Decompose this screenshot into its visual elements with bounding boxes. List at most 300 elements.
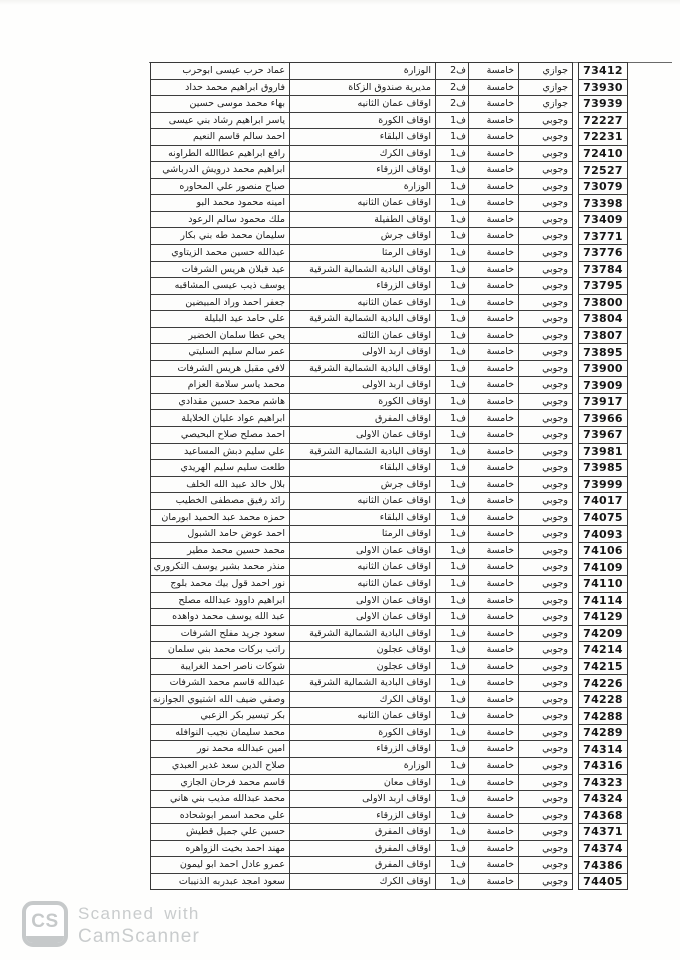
cell-office: اوقاف عمان الثانيه: [289, 708, 435, 724]
cell-office: اوقاف عمان الثانيه: [289, 295, 435, 311]
cell-category: ف1: [435, 245, 468, 261]
cell-employee-name: امين عبدالله محمد نور: [196, 743, 285, 755]
table-row: [151, 63, 572, 79]
cell-employee-number: 74324: [579, 790, 627, 807]
cell-office: اوقاف عمان الاولى: [289, 609, 435, 625]
cell-office: اوقاف معان: [289, 775, 435, 791]
cell-employee-name: وصفي ضيف الله اشتيوي الجوازنه: [152, 693, 285, 705]
table-row: [151, 145, 572, 162]
cell-category: ف1: [435, 460, 468, 476]
cell-grade: خامسة: [468, 195, 518, 211]
cell-category: ف1: [435, 659, 468, 675]
cell-employee-name: قاسم محمد فرحان الجازي: [180, 776, 285, 788]
cell-grade: خامسة: [468, 245, 518, 261]
cell-employee-name: عيد قبلان هريس الشرفات: [181, 263, 285, 275]
cell-employee-name: هاشم محمد حسين مقدادي: [178, 395, 285, 407]
cell-employee-name: محمد حسين محمد مطير: [187, 544, 285, 556]
cell-category: ف1: [435, 295, 468, 311]
cell-office: اوقاف البلقاء: [289, 460, 435, 476]
cell-category: ف1: [435, 692, 468, 708]
cell-grade: خامسة: [468, 328, 518, 344]
cell-grade: خامسة: [468, 311, 518, 327]
cell-appointment-type: وجوبي: [518, 262, 572, 278]
cell-employee-name: حسين علي جميل قطيش: [186, 826, 285, 838]
cell-employee-number: 73966: [579, 409, 627, 426]
cell-office: مديرية صندوق الزكاة: [289, 80, 435, 96]
cell-category: ف1: [435, 129, 468, 145]
cell-employee-name: جعفر احمد وراد المبيضين: [185, 296, 285, 308]
cell-category: ف1: [435, 593, 468, 609]
cell-employee-number: 74405: [579, 873, 627, 890]
table-row: [151, 277, 572, 294]
cell-office: اوقاف عمان الاولى: [289, 593, 435, 609]
cell-office: اوقاف عمان الاولى: [289, 427, 435, 443]
table-row: [151, 211, 572, 228]
cell-category: ف1: [435, 708, 468, 724]
cell-category: ف1: [435, 344, 468, 360]
cell-grade: خامسة: [468, 758, 518, 774]
cell-employee-number: 74323: [579, 774, 627, 791]
cell-employee-name: ياسر ابراهيم رشاد بني عيسى: [168, 114, 285, 126]
table-row: [151, 625, 572, 642]
cell-category: ف1: [435, 758, 468, 774]
table-row: [151, 658, 572, 675]
cell-grade: خامسة: [468, 725, 518, 741]
table-row: [151, 376, 572, 393]
cell-appointment-type: وجوبي: [518, 195, 572, 211]
cell-appointment-type: وجوبي: [518, 493, 572, 509]
cell-appointment-type: وجوبي: [518, 857, 572, 873]
cell-employee-number: 74110: [579, 575, 627, 592]
cell-grade: خامسة: [468, 692, 518, 708]
cell-office: اوقاف المفرق: [289, 824, 435, 840]
table-row: [151, 476, 572, 493]
cell-appointment-type: وجوبي: [518, 808, 572, 824]
employee-number-column: [578, 62, 628, 890]
table-row: [151, 294, 572, 311]
table-row: [151, 856, 572, 873]
cell-appointment-type: وجوبي: [518, 460, 572, 476]
cell-grade: خامسة: [468, 212, 518, 228]
cell-employee-number: 73900: [579, 360, 627, 377]
cell-employee-number: 73930: [579, 79, 627, 96]
cell-grade: خامسة: [468, 361, 518, 377]
cell-employee-name: سعود امجد عبدربه الذنيبات: [178, 875, 285, 887]
table-row: [151, 360, 572, 377]
cell-employee-number: 73917: [579, 393, 627, 410]
cell-grade: خامسة: [468, 874, 518, 890]
cell-office: اوقاف البادية الشمالية الشرقية: [289, 311, 435, 327]
cell-employee-name: عماد حرب عيسى ابوحرب: [182, 65, 285, 77]
cell-employee-name: عبدالله حسين محمد الزيتاوي: [171, 247, 285, 259]
cell-appointment-type: وجوبي: [518, 675, 572, 691]
cell-category: ف1: [435, 543, 468, 559]
cell-appointment-type: جوازي: [518, 80, 572, 96]
cell-category: ف2: [435, 63, 468, 79]
cell-office: اوقاف الكرك: [289, 692, 435, 708]
cell-employee-name: محمد ياسر سلامة العزام: [187, 379, 285, 391]
cell-office: الوزارة: [289, 63, 435, 79]
cell-office: اوقاف الكرك: [289, 874, 435, 890]
cell-grade: خامسة: [468, 775, 518, 791]
cell-employee-number: 74215: [579, 658, 627, 675]
cell-office: اوقاف اربد الاولى: [289, 377, 435, 393]
table-row: [151, 840, 572, 857]
table-row: [151, 393, 572, 410]
cell-office: اوقاف البادية الشمالية الشرقية: [289, 361, 435, 377]
cell-employee-number: 74289: [579, 724, 627, 741]
cell-employee-number: 73999: [579, 476, 627, 493]
cell-grade: خامسة: [468, 394, 518, 410]
cell-appointment-type: وجوبي: [518, 113, 572, 129]
cell-employee-name: نور احمد قول بيك محمد بلوج: [170, 577, 285, 589]
cell-employee-number: 74214: [579, 641, 627, 658]
cell-office: اوقاف المفرق: [289, 841, 435, 857]
cell-grade: خامسة: [468, 741, 518, 757]
cell-grade: خامسة: [468, 493, 518, 509]
cell-category: ف1: [435, 278, 468, 294]
cell-grade: خامسة: [468, 63, 518, 79]
cell-appointment-type: وجوبي: [518, 526, 572, 542]
cell-office: اوقاف الرمثا: [289, 245, 435, 261]
cell-grade: خامسة: [468, 113, 518, 129]
cell-appointment-type: وجوبي: [518, 593, 572, 609]
cell-grade: خامسة: [468, 708, 518, 724]
camscanner-text: CamScanner: [78, 926, 200, 947]
table-row: [151, 592, 572, 609]
cell-office: اوقاف الزرقاء: [289, 162, 435, 178]
cell-office: اوقاف الزرقاء: [289, 741, 435, 757]
employee-table: [150, 62, 573, 890]
table-row: [151, 641, 572, 658]
cell-employee-number: 74386: [579, 856, 627, 873]
cell-employee-number: 74374: [579, 840, 627, 857]
cell-grade: خامسة: [468, 791, 518, 807]
cell-office: اوقاف الزرقاء: [289, 808, 435, 824]
cell-appointment-type: وجوبي: [518, 311, 572, 327]
cell-grade: خامسة: [468, 659, 518, 675]
cell-category: ف1: [435, 626, 468, 642]
cell-office: اوقاف عمان الثانيه: [289, 195, 435, 211]
cell-employee-number: 72410: [579, 145, 627, 162]
cell-employee-name: منذر محمد بشير يوسف التكروري: [153, 561, 285, 573]
table-row: [151, 724, 572, 741]
cell-employee-number: 73776: [579, 244, 627, 261]
cell-employee-number: 72227: [579, 112, 627, 129]
cell-category: ف1: [435, 427, 468, 443]
cell-grade: خامسة: [468, 96, 518, 112]
cell-appointment-type: وجوبي: [518, 642, 572, 658]
cell-appointment-type: وجوبي: [518, 559, 572, 575]
camscanner-watermark: [78, 904, 200, 948]
cell-office: اوقاف اربد الاولى: [289, 791, 435, 807]
cell-appointment-type: وجوبي: [518, 361, 572, 377]
table-row: [151, 558, 572, 575]
cell-employee-name: احمد سالم قاسم النعيم: [192, 131, 285, 143]
cell-employee-name: علي سليم دبش المساعيد: [184, 445, 285, 457]
cell-category: ف1: [435, 146, 468, 162]
cell-appointment-type: وجوبي: [518, 444, 572, 460]
cell-appointment-type: وجوبي: [518, 377, 572, 393]
cell-category: ف1: [435, 874, 468, 890]
cell-category: ف1: [435, 741, 468, 757]
cell-office: الوزارة: [289, 758, 435, 774]
cell-grade: خامسة: [468, 344, 518, 360]
camscanner-logo-bar: [26, 936, 64, 943]
cell-employee-number: 73981: [579, 443, 627, 460]
cell-appointment-type: وجوبي: [518, 824, 572, 840]
cell-employee-name: سعود جريد مفلح الشرفات: [180, 627, 285, 639]
cell-grade: خامسة: [468, 675, 518, 691]
cell-grade: خامسة: [468, 444, 518, 460]
cell-appointment-type: وجوبي: [518, 278, 572, 294]
cell-category: ف1: [435, 576, 468, 592]
cell-grade: خامسة: [468, 559, 518, 575]
cell-office: الوزارة: [289, 179, 435, 195]
cell-appointment-type: وجوبي: [518, 725, 572, 741]
cell-office: اوقاف الكورة: [289, 725, 435, 741]
cell-employee-name: طلعت سليم سليم الهريدي: [180, 462, 285, 474]
scanned-with-text: Scanned with: [78, 904, 200, 923]
cell-category: ف1: [435, 328, 468, 344]
cell-grade: خامسة: [468, 377, 518, 393]
cell-employee-number: 73967: [579, 426, 627, 443]
cell-employee-name: بهاء محمد موسى حسين: [189, 98, 285, 110]
cell-employee-name: ابراهيم داوود عبدالله مصلح: [178, 594, 285, 606]
cell-employee-number: 73909: [579, 376, 627, 393]
cell-employee-number: 73804: [579, 310, 627, 327]
cell-employee-number: 73398: [579, 194, 627, 211]
cell-grade: خامسة: [468, 179, 518, 195]
cell-employee-name: عمرو عادل احمد ابو ليمون: [179, 859, 285, 871]
cell-employee-name: ابراهيم عواد عليان الخلايلة: [181, 412, 285, 424]
cell-employee-number: 73939: [579, 95, 627, 112]
cell-employee-name: احمد عوض حامد الشبول: [187, 528, 285, 540]
cell-office: اوقاف جرش: [289, 228, 435, 244]
cell-employee-number: 73079: [579, 178, 627, 195]
cell-employee-number: 73895: [579, 343, 627, 360]
table-row: [151, 674, 572, 691]
cell-appointment-type: وجوبي: [518, 410, 572, 426]
cell-grade: خامسة: [468, 642, 518, 658]
cell-employee-name: محمد سليمان نجيب النوافله: [175, 726, 285, 738]
cell-category: ف1: [435, 857, 468, 873]
cell-grade: خامسة: [468, 626, 518, 642]
cell-office: اوقاف عمان الثانيه: [289, 559, 435, 575]
cell-appointment-type: وجوبي: [518, 609, 572, 625]
table-row: [151, 707, 572, 724]
camscanner-logo-letters: CS: [31, 910, 59, 932]
cell-employee-number: 73800: [579, 294, 627, 311]
cell-employee-name: بلال خالد عبيد الله الخلف: [186, 478, 285, 490]
cell-employee-name: شوكات ناصر احمد الغرايبة: [180, 660, 285, 672]
table-row: [151, 443, 572, 460]
cell-office: اوقاف الطفيلة: [289, 212, 435, 228]
table-row: [151, 608, 572, 625]
cell-employee-number: 74288: [579, 707, 627, 724]
table-row: [151, 95, 572, 112]
table-row: [151, 244, 572, 261]
table-row: [151, 807, 572, 824]
cell-employee-number: 73412: [583, 64, 623, 78]
cell-employee-number: 74371: [579, 823, 627, 840]
cell-appointment-type: وجوبي: [518, 427, 572, 443]
cell-category: ف1: [435, 195, 468, 211]
table-row: [151, 740, 572, 757]
cell-employee-number: 74017: [579, 492, 627, 509]
cell-appointment-type: جوازي: [518, 96, 572, 112]
cell-category: ف1: [435, 559, 468, 575]
table-row: [151, 409, 572, 426]
cell-grade: خامسة: [468, 228, 518, 244]
cell-grade: خامسة: [468, 593, 518, 609]
cell-category: ف1: [435, 775, 468, 791]
cell-office: اوقاف عمان الثانيه: [289, 493, 435, 509]
cell-employee-name: مهند احمد بخيت الزواهره: [185, 842, 285, 854]
cell-office: اوقاف البادية الشمالية الشرقية: [289, 675, 435, 691]
cell-category: ف1: [435, 113, 468, 129]
cell-office: اوقاف البادية الشمالية الشرقية: [289, 626, 435, 642]
cell-category: ف1: [435, 377, 468, 393]
cell-appointment-type: وجوبي: [518, 626, 572, 642]
cell-category: ف2: [435, 96, 468, 112]
cell-employee-name: يوسف ذيب عيسى المشاقبه: [174, 280, 285, 292]
cell-appointment-type: وجوبي: [518, 692, 572, 708]
cell-grade: خامسة: [468, 295, 518, 311]
cell-employee-number: 73985: [579, 459, 627, 476]
table-row: [151, 194, 572, 211]
camscanner-logo-icon: [22, 901, 68, 947]
cell-appointment-type: جوازي: [518, 63, 572, 79]
cell-grade: خامسة: [468, 808, 518, 824]
cell-employee-number: 74075: [579, 509, 627, 526]
cell-category: ف1: [435, 725, 468, 741]
cell-category: ف1: [435, 808, 468, 824]
cell-office: اوقاف البادية الشمالية الشرقية: [289, 262, 435, 278]
cell-grade: خامسة: [468, 609, 518, 625]
cell-grade: خامسة: [468, 857, 518, 873]
table-row: [151, 459, 572, 476]
cell-employee-number: 73795: [579, 277, 627, 294]
cell-category: ف1: [435, 841, 468, 857]
cell-office: اوقاف المفرق: [289, 410, 435, 426]
cell-employee-number: 74106: [579, 542, 627, 559]
cell-office: اوقاف الكرك: [289, 146, 435, 162]
cell-appointment-type: وجوبي: [518, 758, 572, 774]
cell-category: ف1: [435, 609, 468, 625]
table-row: [151, 227, 572, 244]
cell-appointment-type: وجوبي: [518, 775, 572, 791]
table-row: [151, 310, 572, 327]
table-row: [151, 128, 572, 145]
cell-employee-number: 74314: [579, 740, 627, 757]
cell-category: ف1: [435, 179, 468, 195]
cell-employee-name: فاروق ابراهيم محمد حداد: [185, 81, 285, 93]
cell-employee-name: ابراهيم محمد درويش الدرباشي: [162, 164, 285, 176]
cell-office: اوقاف الكورة: [289, 113, 435, 129]
cell-employee-number: 72231: [579, 128, 627, 145]
cell-grade: خامسة: [468, 80, 518, 96]
cell-appointment-type: وجوبي: [518, 791, 572, 807]
cell-employee-name: بكر تيسير بكر الزعبي: [200, 710, 285, 722]
cell-employee-number: 74316: [579, 757, 627, 774]
cell-appointment-type: وجوبي: [518, 543, 572, 559]
table-row: [151, 542, 572, 559]
cell-grade: خامسة: [468, 477, 518, 493]
scan-edge-shadow: [0, 0, 680, 5]
cell-appointment-type: وجوبي: [518, 576, 572, 592]
cell-employee-number: 74368: [579, 807, 627, 824]
cell-employee-number: 73409: [579, 211, 627, 228]
cell-office: اوقاف عمان الاولى: [289, 543, 435, 559]
cell-appointment-type: وجوبي: [518, 129, 572, 145]
cell-category: ف1: [435, 510, 468, 526]
cell-employee-name: رافع ابراهيم عطاالله الطراونه: [168, 147, 285, 159]
table-row: [151, 261, 572, 278]
cell-grade: خامسة: [468, 162, 518, 178]
cell-employee-name: علي محمد اسمر ابوشحاده: [179, 809, 285, 821]
cell-employee-name: احمد مصلح صلاح البحيصي: [180, 429, 285, 441]
cell-office: اوقاف البلقاء: [289, 129, 435, 145]
cell-employee-number: 74109: [579, 558, 627, 575]
cell-employee-name: امينه محمود محمد البو: [196, 197, 285, 209]
cell-category: ف1: [435, 493, 468, 509]
cell-employee-number: 73784: [579, 261, 627, 278]
cell-grade: خامسة: [468, 129, 518, 145]
table-row: [151, 492, 572, 509]
table-row: [151, 525, 572, 542]
cell-appointment-type: وجوبي: [518, 708, 572, 724]
cell-employee-name: راتب بركات محمد بني سلمان: [167, 644, 285, 656]
cell-grade: خامسة: [468, 824, 518, 840]
table-row: [151, 79, 572, 96]
cell-grade: خامسة: [468, 427, 518, 443]
cell-employee-name: ملك محمود سالم الرعود: [188, 213, 285, 225]
cell-office: اوقاف الزرقاء: [289, 278, 435, 294]
table-row: [151, 691, 572, 708]
table-row: [151, 509, 572, 526]
cell-category: ف1: [435, 477, 468, 493]
cell-employee-name: عمر سالم سليم السليتي: [188, 346, 285, 358]
cell-office: اوقاف عجلون: [289, 659, 435, 675]
cell-appointment-type: وجوبي: [518, 394, 572, 410]
table-row: [151, 873, 572, 890]
cell-appointment-type: وجوبي: [518, 245, 572, 261]
cell-employee-name: حمزه محمد عبد الحميد ابورمان: [161, 511, 285, 523]
cell-grade: خامسة: [468, 526, 518, 542]
cell-office: اوقاف البادية الشمالية الشرقية: [289, 444, 435, 460]
cell-appointment-type: وجوبي: [518, 228, 572, 244]
cell-category: ف1: [435, 642, 468, 658]
cell-employee-name: لافي مقبل هريس الشرفات: [177, 362, 285, 374]
cell-category: ف1: [435, 361, 468, 377]
table-row: [151, 575, 572, 592]
cell-grade: خامسة: [468, 410, 518, 426]
cell-grade: خامسة: [468, 460, 518, 476]
cell-office: اوقاف الكورة: [289, 394, 435, 410]
cell-category: ف1: [435, 410, 468, 426]
table-row: [151, 757, 572, 774]
cell-employee-number: 74226: [579, 674, 627, 691]
cell-appointment-type: وجوبي: [518, 146, 572, 162]
cell-category: ف2: [435, 80, 468, 96]
cell-office: اوقاف عجلون: [289, 642, 435, 658]
cell-appointment-type: وجوبي: [518, 874, 572, 890]
cell-employee-number: 72527: [579, 161, 627, 178]
cell-category: ف1: [435, 311, 468, 327]
cell-employee-number: 73771: [579, 227, 627, 244]
cell-office: اوقاف عمان الثانيه: [289, 96, 435, 112]
